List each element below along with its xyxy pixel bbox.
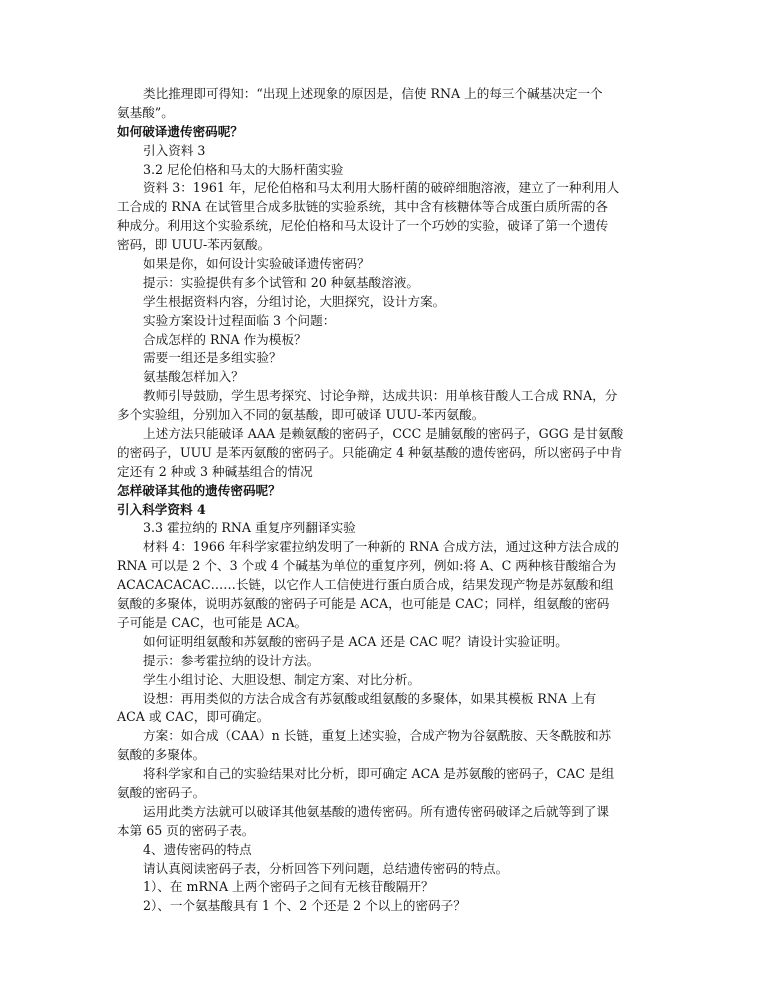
text-line: 定还有 2 种或 3 种碱基组合的情况 — [117, 463, 313, 479]
text-line: RNA 可以是 2 个、3 个或 4 个碱基为单位的重复序列，例如:将 A、C 两种核苷酸缩合为 — [117, 558, 617, 574]
text-line: 工合成的 RNA 在试管里合成多肽链的实验系统，其中含有核糖体等合成蛋白质所需的各 — [117, 199, 608, 215]
text-line: 氨酸的密码子。 — [117, 784, 206, 800]
text-line: 运用此类方法就可以破译其他氨基酸的遗传密码。所有遗传密码破译之后就等到了课 — [143, 803, 609, 819]
section-heading: 引入科学资料 4 — [117, 501, 206, 517]
text-line: 如何证明组氨酸和苏氨酸的密码子是 ACA 还是 CAC 呢？请设计实验证明。 — [143, 633, 568, 649]
text-line: 2）、一个氨基酸具有 1 个、2 个还是 2 个以上的密码子？ — [143, 898, 466, 914]
text-line: 教师引导鼓励，学生思考探究、讨论争辩，达成共识：用单核苷酸人工合成 RNA，分 — [143, 388, 618, 404]
text-line: 子可能是 CAC，也可能是 ACA。 — [117, 614, 308, 630]
text-line: 氨基酸”。 — [117, 104, 174, 120]
text-line: 4、遗传密码的特点 — [143, 841, 252, 857]
text-line: 多个实验组，分别加入不同的氨基酸，即可破译 UUU-苯丙氨酸。 — [117, 407, 485, 423]
text-line: 氨基酸怎样加入？ — [143, 369, 244, 385]
text-line: 学生小组讨论、大胆设想、制定方案、对比分析。 — [143, 671, 421, 687]
text-line: 提示：实验提供有多个试管和 20 种氨基酸溶液。 — [143, 274, 419, 290]
text-line: ACACACACAC……长链，以它作人工信使进行蛋白质合成，结果发现产物是苏氨酸和组 — [117, 577, 614, 593]
section-heading: 怎样破译其他的遗传密码呢？ — [117, 482, 281, 498]
section-heading: 如何破译遗传密码呢？ — [117, 123, 243, 139]
text-line: 密码，即 UUU-苯丙氨酸。 — [117, 237, 271, 253]
document-page — [117, 85, 655, 916]
text-line: 方案：如合成（CAA）n 长链，重复上述实验，合成产物为谷氨酰胺、天冬酰胺和苏 — [143, 728, 612, 744]
text-line: 本第 65 页的密码子表。 — [117, 822, 255, 838]
text-line: 3.2 尼伦伯格和马太的大肠杆菌实验 — [143, 161, 344, 177]
text-line: 请认真阅读密码子表，分析回答下列问题，总结遗传密码的特点。 — [143, 860, 509, 876]
text-line: 氨酸的多聚体，说明苏氨酸的密码子可能是 ACA，也可能是 CAC；同样，组氨酸的密码 — [117, 596, 610, 612]
text-line: 3.3 霍拉纳的 RNA 重复序列翻译实验 — [143, 520, 356, 536]
text-line: 种成分。利用这个实验系统，尼伦伯格和马太设计了一个巧妙的实验，破译了第一个遗传 — [117, 218, 609, 234]
text-line: 学生根据资料内容，分组讨论，大胆探究，设计方案。 — [143, 293, 446, 309]
text-line: 提示：参考霍拉纳的设计方法。 — [143, 652, 320, 668]
text-line: 材料 4：1966 年科学家霍拉纳发明了一种新的 RNA 合成方法，通过这种方法合成的 — [143, 539, 620, 555]
text-line: ACA 或 CAC，即可确定。 — [117, 709, 270, 725]
text-line: 如果是你，如何设计实验破译遗传密码？ — [143, 256, 370, 272]
text-line: 将科学家和自己的实验结果对比分析，即可确定 ACA 是苏氨酸的密码子，CAC 是组 — [143, 766, 615, 782]
text-line: 上述方法只能破译 AAA 是赖氨酸的密码子，CCC 是脯氨酸的密码子，GGG 是甘氨酸 — [143, 426, 624, 442]
text-line: 的密码子，UUU 是苯丙氨酸的密码子。只能确定 4 种氨基酸的遗传密码，所以密码子中肯 — [117, 444, 623, 460]
text-line: 1）、在 mRNA 上两个密码子之间有无核苷酸隔开？ — [143, 879, 434, 895]
text-line: 引入资料 3 — [143, 142, 206, 158]
text-line: 资料 3：1961 年，尼伦伯格和马太利用大肠杆菌的破碎细胞溶液，建立了一种利用人 — [143, 180, 620, 196]
text-line: 氨酸的多聚体。 — [117, 747, 206, 763]
text-line: 类比推理即可得知：“出现上述现象的原因是，信使 RNA 上的每三个碱基决定一个 — [143, 86, 603, 101]
text-line: 合成怎样的 RNA 作为模板？ — [143, 331, 307, 347]
text-line: 实验方案设计过程面临 3 个问题： — [143, 312, 336, 328]
text-line: 需要一组还是多组实验？ — [143, 350, 282, 366]
text-line: 设想：再用类似的方法合成含有苏氨酸或组氨酸的多聚体，如果其模板 RNA 上有 — [143, 690, 597, 706]
